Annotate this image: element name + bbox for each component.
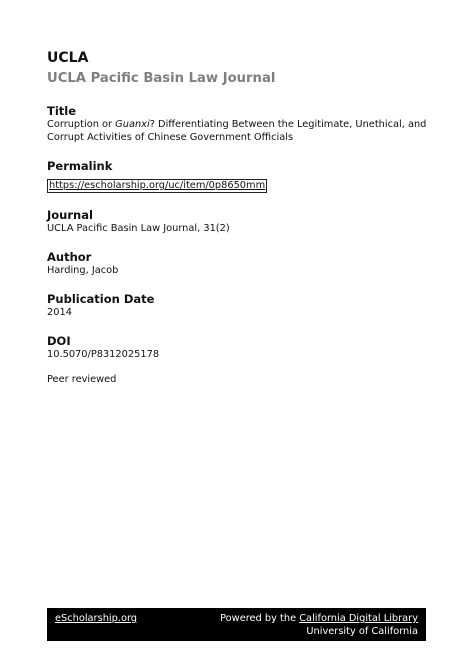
article-title [47, 118, 437, 144]
title-part-2: ? Differentiating Between the Legitimate, Unethical, and Corrupt Activities of Chinese Government Officials [47, 119, 427, 143]
publication-date-label: Publication Date [47, 292, 155, 306]
permalink-section [47, 159, 437, 193]
powered-by-line [220, 612, 418, 625]
publication-date-section [47, 292, 437, 319]
author-label: Author [47, 250, 92, 264]
title-italic: Guanxi [115, 119, 150, 130]
title-section [47, 104, 437, 144]
journal-heading: UCLA Pacific Basin Law Journal [47, 71, 276, 86]
doi-section [47, 334, 437, 361]
institution-name: UCLA [47, 50, 89, 66]
permalink-box [47, 179, 267, 193]
doi-label: DOI [47, 334, 71, 348]
footer-right [220, 612, 418, 638]
permalink-label: Permalink [47, 159, 113, 173]
doi-value: 10.5070/P8312025178 [47, 349, 160, 360]
journal-value: UCLA Pacific Basin Law Journal, 31(2) [47, 223, 230, 234]
author-section [47, 250, 437, 277]
cdl-link[interactable]: California Digital Library [299, 613, 418, 624]
author-value: Harding, Jacob [47, 265, 119, 276]
footer-left [55, 612, 137, 625]
journal-section [47, 208, 437, 235]
title-label: Title [47, 104, 77, 118]
university-name: University of California [306, 626, 418, 637]
cover-page [47, 50, 437, 386]
journal-label: Journal [47, 208, 93, 222]
title-part-1: Corruption or [47, 119, 116, 130]
footer-bar [47, 608, 426, 641]
publication-date-value: 2014 [47, 307, 72, 318]
escholarship-link[interactable]: eScholarship.org [55, 613, 138, 624]
permalink-link[interactable]: https://escholarship.org/uc/item/0p8650mm [49, 180, 266, 191]
peer-reviewed-note: Peer reviewed [47, 374, 117, 385]
powered-by-text: Powered by the [220, 613, 300, 624]
